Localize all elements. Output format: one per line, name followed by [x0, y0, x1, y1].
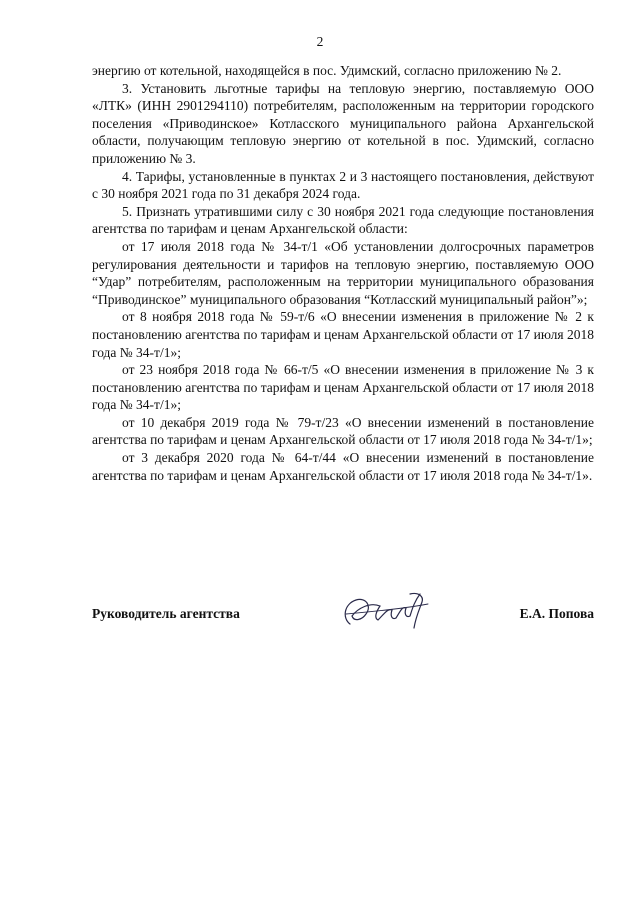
repealed-act-2: от 8 ноября 2018 года № 59-т/6 «О внесении изменения в приложение № 2 к постановлению агентства по тарифам и ценам Архангельской области от 17 июля 2018 года № 34-т/1»; [92, 309, 594, 360]
signatory-role: Руководитель агентства [92, 606, 240, 621]
document-body [92, 62, 594, 484]
repealed-act-5: от 3 декабря 2020 года № 64-т/44 «О внесении изменений в постановление агентства по тарифам и ценам Архангельской области от 17 июля 2018 года № 34-т/1». [92, 450, 594, 483]
signature-block [92, 598, 594, 638]
repealed-act-3: от 23 ноября 2018 года № 66-т/5 «О внесении изменения в приложение № 3 к постановлению агентства по тарифам и ценам Архангельской области от 17 июля 2018 года № 34-т/1»; [92, 362, 594, 413]
signatory-name: Е.А. Попова [519, 606, 594, 621]
page-number: 2 [316, 34, 324, 49]
handwritten-signature [336, 584, 432, 636]
paragraph-item-4: 4. Тарифы, установленные в пунктах 2 и 3 настоящего постановления, действуют с 30 ноября 2021 года по 31 декабря 2024 года. [92, 168, 594, 202]
paragraph-item-3: 3. Установить льготные тарифы на тепловую энергию, поставляемую ООО «ЛТК» (ИНН 2901294110) потребителям, расположенным на территории городского поселения «Приводинское» Котласского муниципального района Архангельской области, получающим тепловую энергию от котельной в пос. Удимский, согласно приложению № 3. [92, 80, 594, 166]
paragraph-continuation: энергию от котельной, находящейся в пос. Удимский, согласно приложению № 2. [92, 63, 562, 78]
repealed-act-1: от 17 июля 2018 года № 34-т/1 «Об установлении долгосрочных параметров регулирования деятельности и тарифов на тепловую энергию, поставляемую ООО “Удар” потребителям, расположенным на территории муниципального образования “Приводинское” муниципального образования “Котласский муниципальный район”»; [92, 238, 594, 307]
paragraph-item-5: 5. Признать утратившими силу с 30 ноября 2021 года следующие постановления агентства по тарифам и ценам Архангельской области: [92, 203, 594, 237]
repealed-act-4: от 10 декабря 2019 года № 79-т/23 «О внесении изменений в постановление агентства по тарифам и ценам Архангельской области от 17 июля 2018 года № 34-т/1»; [92, 414, 594, 448]
